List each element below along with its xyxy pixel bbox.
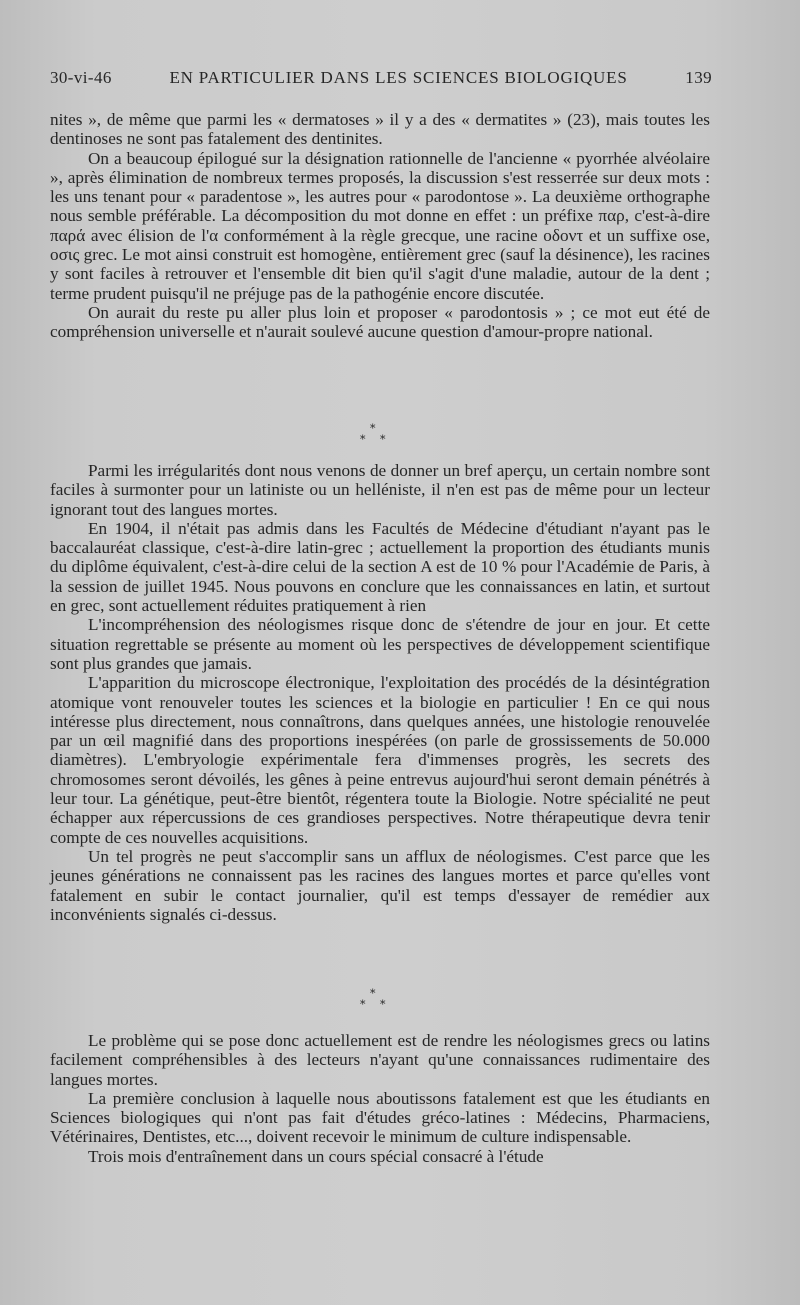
paragraph: En 1904, il n'était pas admis dans les Facultés de Médecine d'étudiant n'ayant pas le baccalauréat classique, c'est-à-dire latin-grec ; actuellement la proportion des étudiants munis du diplôme équivalent, c'est-à-dire celui de la section A est de 10 % pour l'Académie de Paris, à la session de juillet 1945. Nous pouvons en conclure que les connaissances en latin, et surtout en grec, sont actuellement réduites pratiquement à rien — [50, 518, 710, 616]
paragraph: La première conclusion à laquelle nous aboutissons fatalement est que les étudiants en Sciences biologiques qui n'ont pas fait d'études gréco-latines : Médecins, Pharmaciens, Vétérinaires, Dentistes, etc..., doivent recevoir le minimum de culture indispensable. — [50, 1088, 710, 1147]
asterisk: * — [380, 998, 386, 1011]
running-header — [50, 68, 712, 88]
paragraph: L'incompréhension des néologismes risque donc de s'étendre de jour en jour. Et cette situation regrettable se présente au moment où les perspectives de développement scientifique sont plus grandes que jamais. — [50, 615, 710, 673]
text-block-3 — [50, 1031, 710, 1166]
paragraph: Le problème qui se pose donc actuellement est de rendre les néologismes grecs ou latins facilement compréhensibles à des lecteurs n'ayant qu'une connaissances rudimentaire des langues mortes. — [50, 1031, 710, 1089]
asterisk: * — [360, 433, 366, 446]
text-block-2 — [50, 461, 710, 924]
paragraph: On a beaucoup épilogué sur la désignation rationnelle de l'ancienne « pyorrhée alvéolaire », après élimination de nombreux termes proposés, la discussion s'est resserrée sur deux mots : les uns tenant pour « paradentose », les autres pour « parodontose ». La deuxième orthographe nous semble préférable. La décomposition du mot donne en effet : un préfixe παρ, c'est-à-dire παρά avec élision de l'α conformément à la règle grecque, une racine οδοντ et un suffixe ose, οσις grec. Le mot ainsi construit est homogène, entièrement grec (sauf la désinence), les racines y sont faciles à retrouver et l'ensemble dit bien qu'il s'agit d'une maladie, autour de la dent ; terme prudent puisqu'il ne préjuge pas de la pathogénie encore discutée. — [50, 148, 710, 303]
paragraph: Trois mois d'entraînement dans un cours spécial consacré à l'étude — [88, 1146, 544, 1166]
page-number: 139 — [685, 68, 712, 87]
asterisk: * — [370, 422, 376, 435]
paragraph: L'apparition du microscope électronique, l'exploitation des procédés de la désintégration atomique vont renouveler toutes les sciences et la biologie en particulier ! En ce qui nous intéresse plus directement, nous connaîtrons, dans quelques années, une histologie renouvelée par un œil magnifié dans des proportions inespérées (on parle de grossissements de 50.000 diamètres). L'embryologie expérimentale fera d'immenses progrès, les secrets des chromosomes seront dévoilés, les gênes à peine entrevus aujourd'hui seront demain pénétrés à leur tour. La génétique, peut-être bientôt, régentera toute la Biologie. Notre spécialité ne peut échapper aux répercussions de ces grandioses perspectives. Notre thérapeutique devra tenir compte de ces nouvelles acquisitions. — [50, 673, 710, 847]
section-separator — [356, 988, 396, 1010]
paragraph: nites », de même que parmi les « dermatoses » il y a des « dermatites » (23), mais toutes les dentinoses ne sont pas fatalement des dentinites. — [50, 110, 710, 149]
paragraph: On aurait du reste pu aller plus loin et proposer « parodontosis » ; ce mot eut été de compréhension universelle et n'aurait soulevé aucune question d'amour-propre national. — [50, 302, 710, 342]
asterisk: * — [370, 987, 376, 1000]
paragraph: Un tel progrès ne peut s'accomplir sans un afflux de néologismes. C'est parce que les jeunes générations ne connaissent pas les racines des langues mortes et parce qu'elles vont fatalement en subir le contact journalier, qu'il est temps d'essayer de remédier aux inconvénients signalés ci-dessus. — [50, 846, 710, 924]
header-date: 30-vi-46 — [50, 68, 112, 87]
text-block-1 — [50, 110, 710, 342]
section-separator — [356, 423, 396, 445]
asterisk: * — [380, 433, 386, 446]
asterisk: * — [360, 998, 366, 1011]
header-title: EN PARTICULIER DANS LES SCIENCES BIOLOGIQUES — [169, 68, 628, 87]
paragraph: Parmi les irrégularités dont nous venons de donner un bref aperçu, un certain nombre sont faciles à surmonter pour un latiniste ou un helléniste, il n'en est pas de même pour un lecteur ignorant tout des langues mortes. — [50, 461, 710, 519]
